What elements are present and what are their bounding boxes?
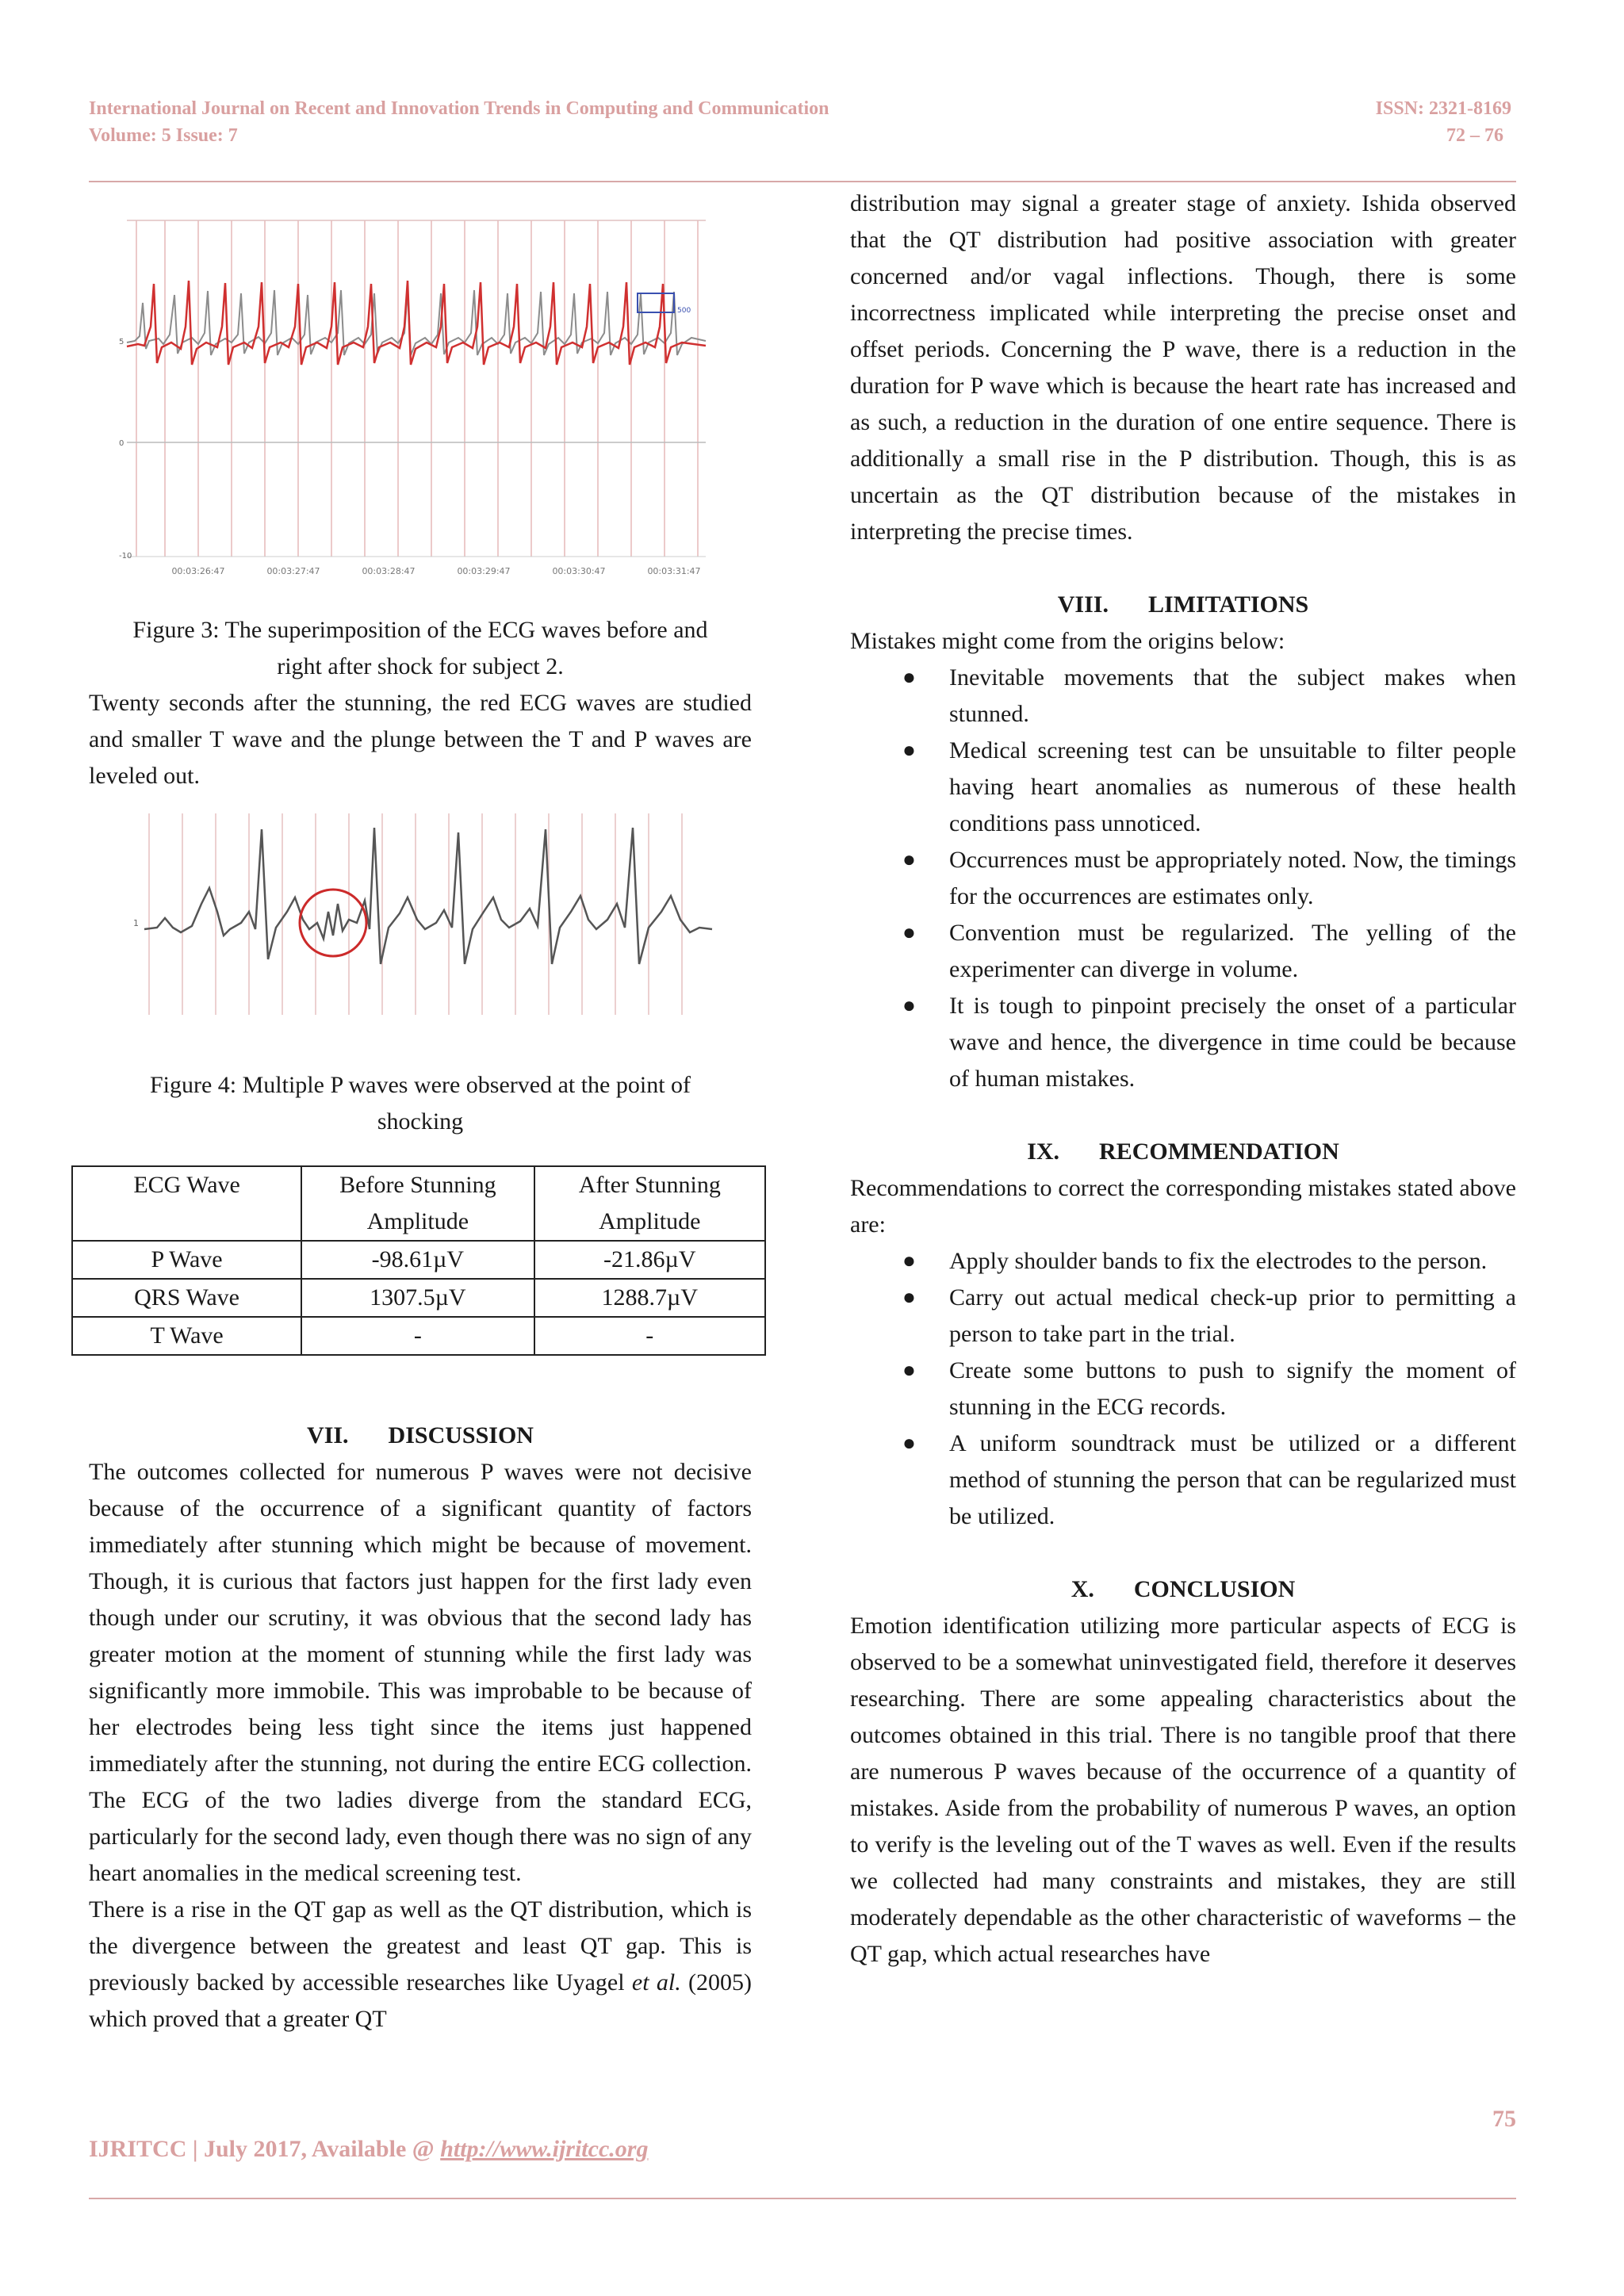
discussion-p2-text: There is a rise in the QT gap as well as the QT distribution, which is the divergence between the greatest and least QT gap. This is previously backed by accessible researches like Uyagel [89,1896,752,1996]
list-item [850,915,1516,988]
bullet-icon: ● [902,665,916,690]
figure-4-caption [89,1067,752,1140]
svg-text:0: 0 [119,439,124,448]
table-row [72,1279,765,1317]
fig3-tick: 00:03:26:47 [171,566,225,576]
limitations-title: LIMITATIONS [1147,591,1309,618]
discussion-paragraph-1: The outcomes collected for numerous P waves were not decisive because of the occurrence of a significant quantity of factors immediately after stunning which might be because of movement. Though, it is curious that factors just happen for the first lady even though under our scrutiny, it was obvious that the second lady has greater motion at the moment of stunning while the first lady was significantly more immobile. This was improbable to be because of her electrodes being less tight since the items just happened immediately after the stunning, not during the entire ECG collection. The ECG of the two ladies diverge from the standard ECG, particularly for the second lady, even though there was no sign of any heart anomalies in the medical screening test. [89,1459,752,1886]
list-item [850,660,1516,733]
journal-title: International Journal on Recent and Innovation Trends in Computing and Communication [89,98,829,119]
table-header-row [72,1166,765,1241]
fig3-tick: 00:03:28:47 [362,566,416,576]
discussion-paragraph-2 [89,1892,752,2038]
header-rule [89,181,1516,182]
list-item-text: A uniform soundtrack must be utilized or a different method of stunning the person that can be regularized must be utilized. [949,1430,1516,1529]
bullet-icon: ● [902,848,916,872]
recommendation-intro: Recommendations to correct the corresponding mistakes stated above are: [850,1175,1516,1238]
table-cell: - [534,1317,765,1355]
recommendation-number: IX. [1027,1138,1060,1165]
fig3-tick: 00:03:27:47 [266,566,320,576]
svg-text:500: 500 [677,307,691,315]
limitations-list [850,660,1516,1097]
conclusion-title: CONCLUSION [1133,1576,1296,1602]
figure-4-caption-line-2: shocking [377,1108,464,1135]
bullet-icon: ● [902,1358,916,1383]
svg-text:-10: -10 [119,552,132,561]
list-item [850,733,1516,842]
paragraph-after-figure-3: Twenty seconds after the stunning, the red ECG waves are studied and smaller T wave and the plunge between the T and P waves are leveled out. [89,690,752,789]
table-cell: -21.86µV [534,1241,765,1279]
list-item-text: Inevitable movements that the subject makes when stunned. [949,664,1516,727]
recommendation-list [850,1243,1516,1535]
right-top-paragraph: distribution may signal a greater stage of anxiety. Ishida observed that the QT distribution had positive association with greater concerned and/or vagal inflections. Though, there is some incorrectness implicated while interpreting the precise onset and offset periods. Concerning the P wave, there is a reduction in the duration for P wave which is because the heart rate has increased and as such, a reduction in the duration of one entire sequence. There is additionally a small rise in the P distribution. Though, this is as uncertain as the QT distribution because of the mistakes in interpreting the precise times. [850,190,1516,545]
bullet-icon: ● [902,920,916,945]
figure-3-ecg-superimposition [119,208,722,587]
list-item [850,1353,1516,1425]
fig3-tick: 00:03:31:47 [647,566,701,576]
conclusion-heading [850,1571,1516,1608]
list-item-text: Create some buttons to push to signify the moment of stunning in the ECG records. [949,1357,1516,1420]
list-item [850,842,1516,915]
figure-4-caption-line-1: Figure 4: Multiple P waves were observed at the point of [149,1072,691,1098]
left-column-upper [89,612,752,794]
limitations-heading [850,587,1516,623]
table-cell: - [301,1317,534,1355]
bullet-icon: ● [902,1249,916,1273]
recommendation-title: RECOMMENDATION [1099,1138,1339,1165]
discussion-p2-text-end: (2005) which proved that a greater QT [89,1969,752,2032]
footer-text [89,2136,648,2163]
table-row [72,1317,765,1355]
bullet-icon: ● [902,738,916,763]
discussion-heading [89,1418,752,1454]
list-item-text: Occurrences must be appropriately noted. Now, the timings for the occurrences are estimates only. [949,847,1516,909]
list-item [850,1280,1516,1353]
svg-text:5: 5 [119,338,124,346]
amplitude-table [71,1165,766,1356]
list-item-text: Apply shoulder bands to fix the electrodes to the person. [949,1248,1488,1274]
issn: ISSN: 2321-8169 [1375,98,1511,119]
volume-issue: Volume: 5 Issue: 7 [89,125,238,146]
table-header-cell: After Stunning Amplitude [534,1166,765,1241]
discussion-p2-etal: et al. [631,1969,681,1996]
table-cell: -98.61µV [301,1241,534,1279]
page-range: 72 – 76 [1446,125,1503,146]
figure-3-caption-line-1: Figure 3: The superimposition of the ECG waves before and [132,617,708,643]
figure-4-multiple-p-waves [125,809,720,1023]
list-item [850,1425,1516,1535]
list-item [850,988,1516,1097]
limitations-number: VIII. [1057,591,1109,618]
fig3-tick: 00:03:29:47 [457,566,511,576]
footer-label: IJRITCC | July 2017, Available @ [89,2136,441,2162]
discussion-section [89,1418,752,2038]
footer-link[interactable]: http://www.ijritcc.org [440,2136,649,2162]
bullet-icon: ● [902,993,916,1018]
discussion-title: DISCUSSION [388,1422,534,1448]
limitations-intro: Mistakes might come from the origins below: [850,628,1285,654]
table-cell: 1307.5µV [301,1279,534,1317]
recommendation-heading [850,1134,1516,1170]
footer-rule [89,2198,1516,2199]
table-cell: P Wave [72,1241,301,1279]
bullet-icon: ● [902,1285,916,1310]
svg-text:1: 1 [133,918,139,928]
list-item-text: It is tough to pinpoint precisely the onset of a particular wave and hence, the divergence in time could be because of human mistakes. [949,993,1516,1092]
conclusion-paragraph: Emotion identification utilizing more particular aspects of ECG is observed to be a somewhat uninvestigated field, therefore it deserves researching. There are some appealing characteristics about the outcomes obtained in this trial. There is no tangible proof that there are numerous P waves because of the occurrence of a quantity of mistakes. Aside from the probability of numerous P waves, an option to verify is the leveling out of the T waves as well. Even if the results we collected had many constraints and mistakes, they are still moderately dependable as the other characteristic of waveforms – the QT gap, which actual researches have [850,1613,1516,1967]
figure-3-caption-line-2: right after shock for subject 2. [277,653,564,679]
list-item-text: Convention must be regularized. The yelling of the experimenter can diverge in volume. [949,920,1516,982]
right-column [850,186,1516,1973]
discussion-number: VII. [307,1422,349,1448]
table-cell: 1288.7µV [534,1279,765,1317]
bullet-icon: ● [902,1431,916,1456]
table-header-cell: Before Stunning Amplitude [301,1166,534,1241]
fig3-tick: 00:03:30:47 [552,566,606,576]
list-item-text: Carry out actual medical check-up prior to permitting a person to take part in the trial. [949,1284,1516,1347]
table-cell: T Wave [72,1317,301,1355]
list-item [850,1243,1516,1280]
table-row [72,1241,765,1279]
conclusion-number: X. [1071,1576,1094,1602]
table-cell: QRS Wave [72,1279,301,1317]
page-number: 75 [1492,2106,1516,2132]
list-item-text: Medical screening test can be unsuitable to filter people having heart anomalies as numerous of these health conditions pass unnoticed. [949,737,1516,836]
table-header-cell: ECG Wave [72,1166,301,1241]
